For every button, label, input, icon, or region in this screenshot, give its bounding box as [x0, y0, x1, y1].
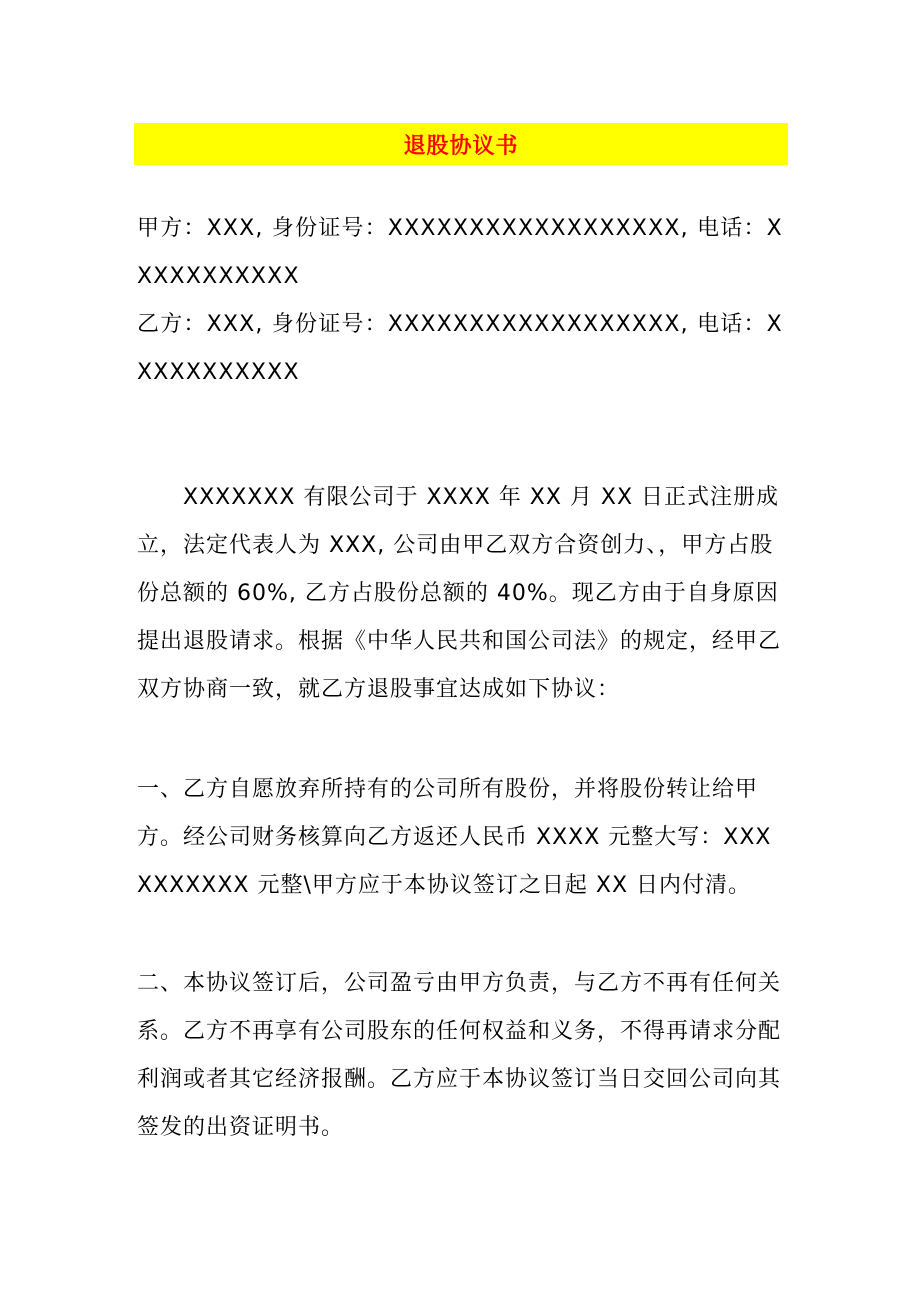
clause-2-paragraph: 二、本协议签订后，公司盈亏由甲方负责，与乙方不再有任何关系。乙方不再享有公司股东的任何权益和义务，不得再请求分配利润或者其它经济报酬。乙方应于本协议签订当日交回公司向其签发的出资证明书。: [137, 971, 782, 1140]
document-title-bar: [134, 123, 788, 165]
parties-block: [137, 205, 787, 397]
clause-1-paragraph: 一、乙方自愿放弃所持有的公司所有股份，并将股份转让给甲方。经公司财务核算向乙方返还人民币 XXXX 元整大写：XXXXXXXXXX 元整\甲方应于本协议签订之日起 XX 日内付清。: [137, 777, 772, 898]
intro-paragraph: XXXXXXX 有限公司于 XXXX 年 XX 月 XX 日正式注册成立，法定代表人为 XXX, 公司由甲乙双方合资创力、，甲方占股份总额的 60%, 乙方占股份总额的 40%。现乙方由于自身原因提出退股请求。根据《中华人民共和国公司法》的规定，经甲乙双方协商一致，就乙方退股事宜达成如下协议：: [137, 485, 782, 702]
party-a-line: 甲方：XXX, 身份证号：XXXXXXXXXXXXXXXXXX, 电话：XXXXXXXXXXX: [137, 216, 783, 289]
party-b-line: 乙方：XXX, 身份证号：XXXXXXXXXXXXXXXXXX, 电话：XXXXXXXXXXX: [137, 312, 783, 385]
document-title: 退股协议书: [403, 133, 519, 159]
